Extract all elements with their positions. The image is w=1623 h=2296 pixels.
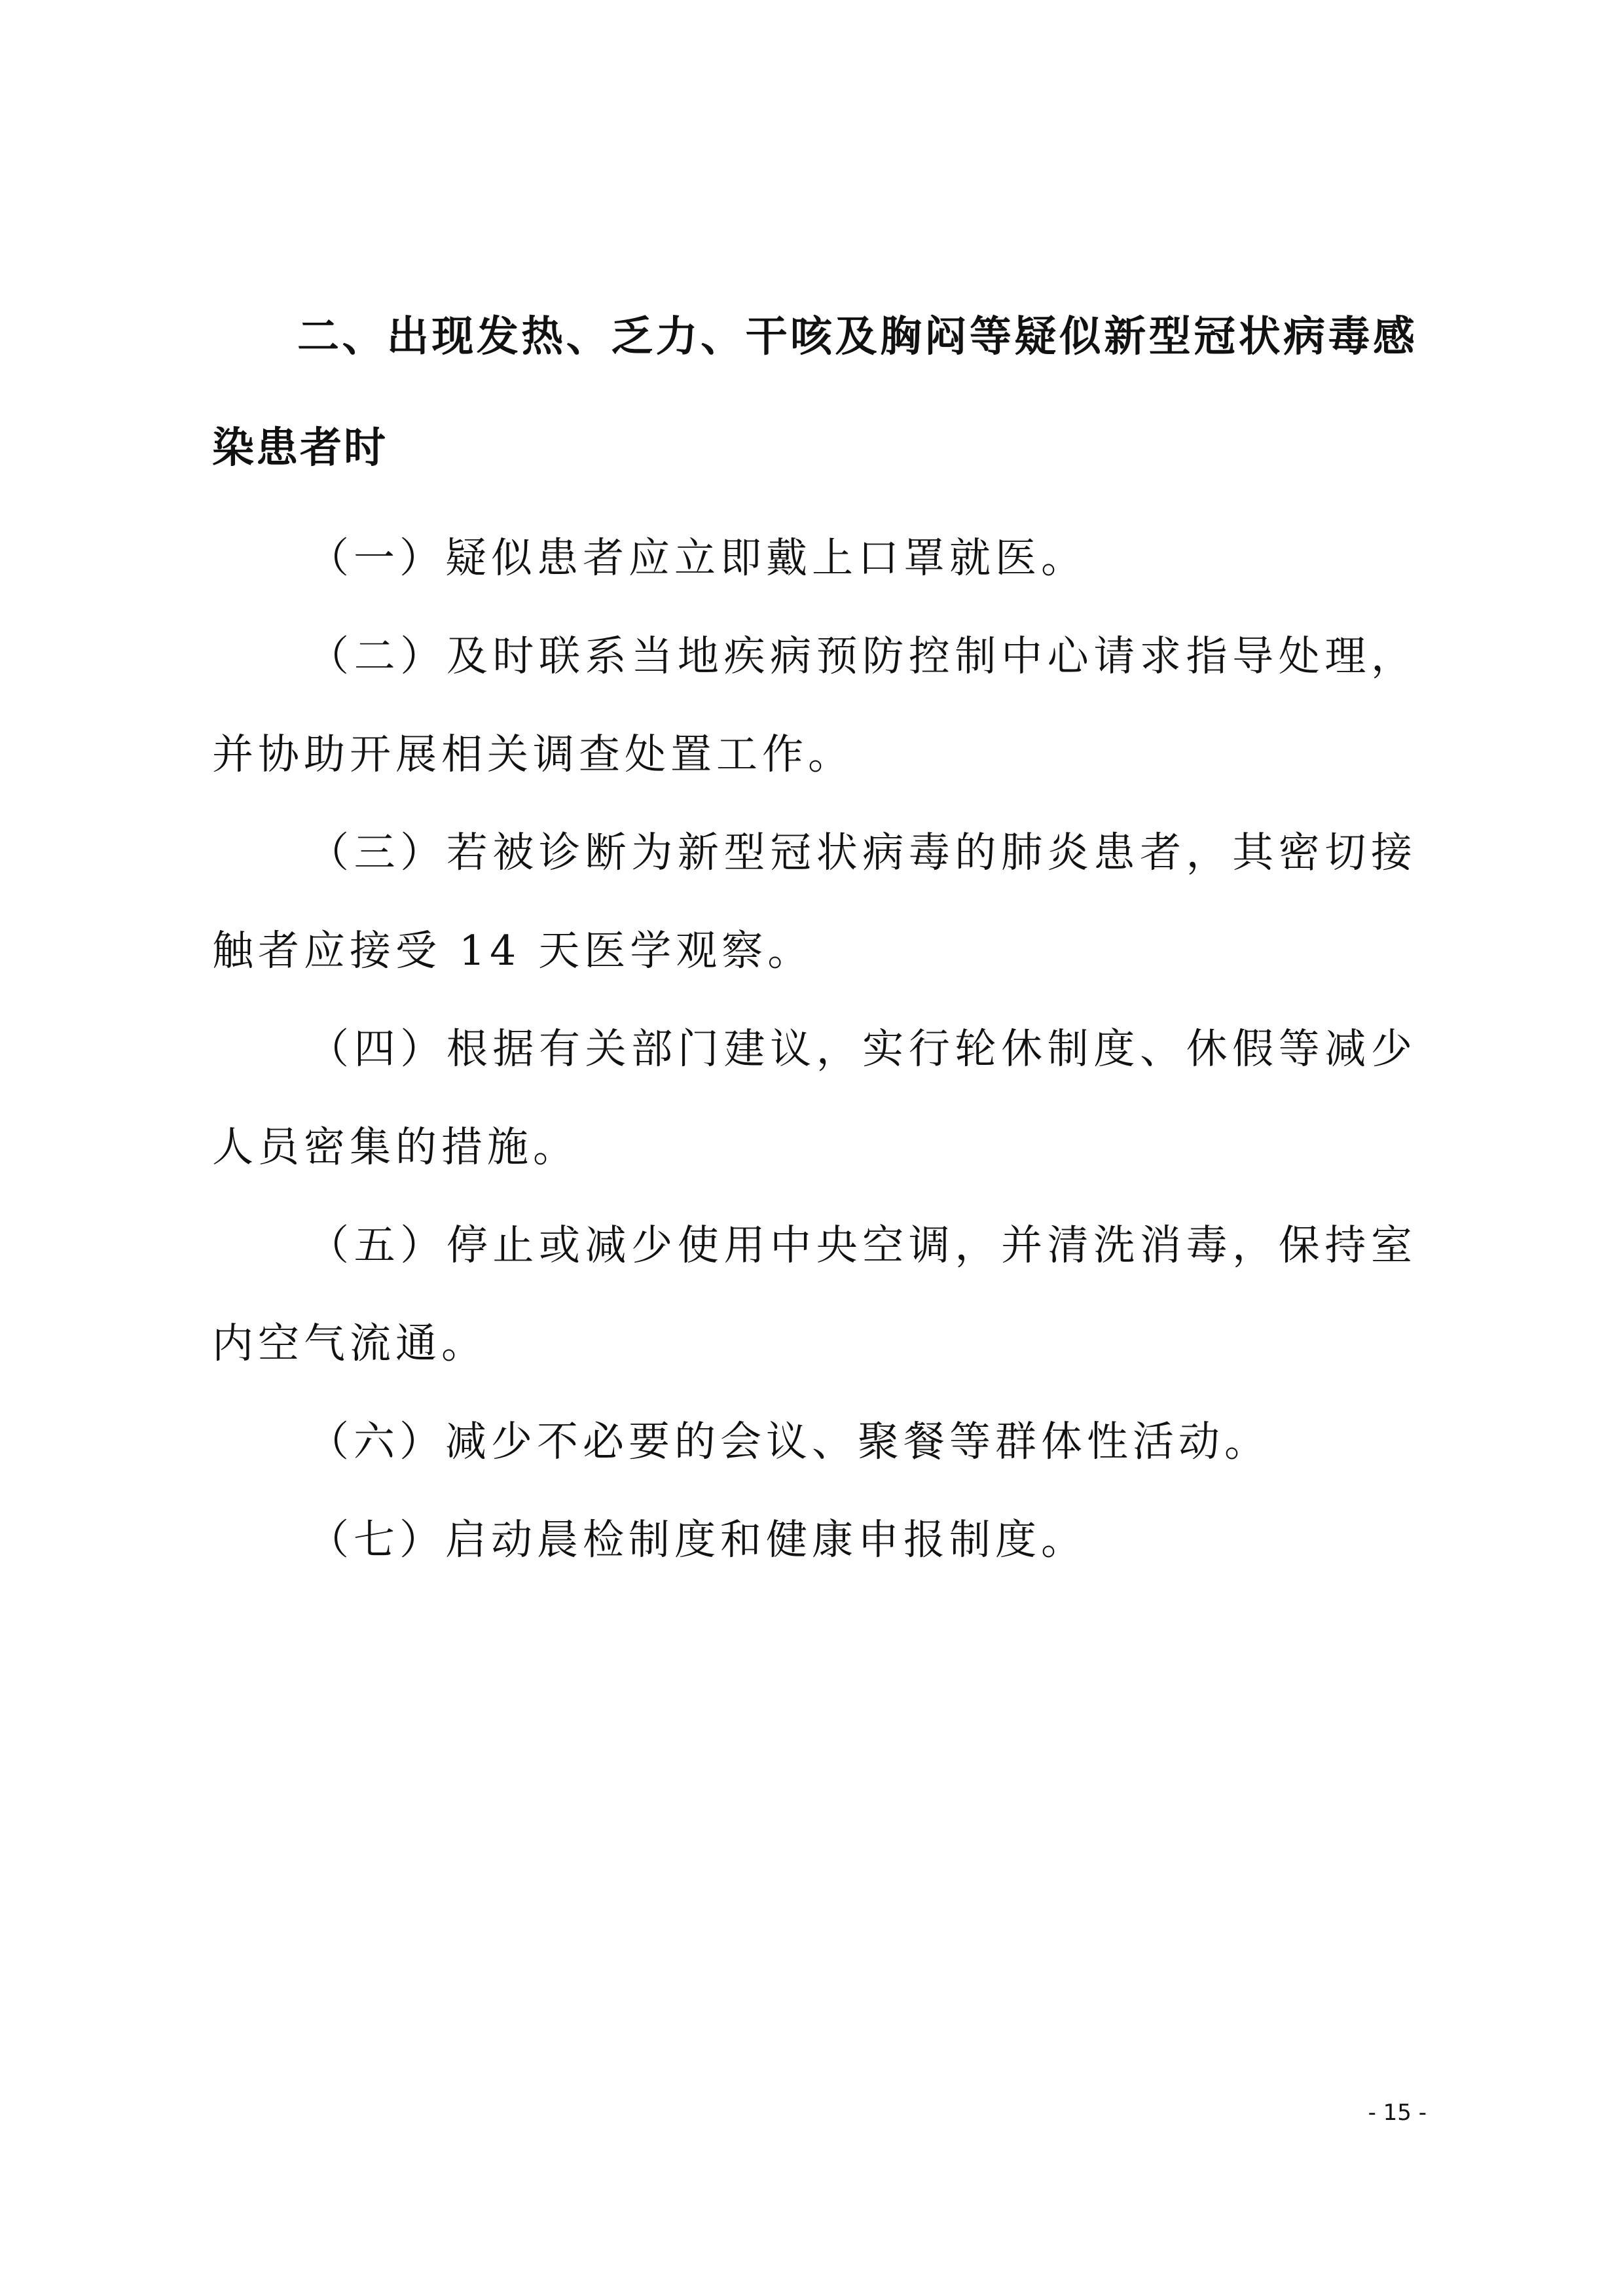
list-item: （一）疑似患者应立即戴上口罩就医。	[308, 534, 1087, 582]
list-item: （三）若被诊断为新型冠状病毒的肺炎患者，其密切接触者应接受 14 天医学观察。	[212, 829, 1417, 975]
list-item: （七）启动晨检制度和健康申报制度。	[308, 1516, 1087, 1564]
list-item: （四）根据有关部门建议，实行轮休制度、休假等减少人员密集的措施。	[212, 1025, 1417, 1171]
list-item: （二）及时联系当地疾病预防控制中心请求指导处理，并协助开展相关调查处置工作。	[212, 632, 1417, 778]
section-heading: 二、出现发热、乏力、干咳及胸闷等疑似新型冠状病毒感染患者时	[212, 313, 1417, 473]
document-body	[212, 281, 1417, 1589]
list-item: （五）停止或减少使用中央空调，并清洗消毒，保持室内空气流通。	[212, 1221, 1417, 1367]
list-item: （六）减少不必要的会议、聚餐等群体性活动。	[308, 1418, 1270, 1465]
page-number: - 15 -	[1368, 2100, 1427, 2126]
